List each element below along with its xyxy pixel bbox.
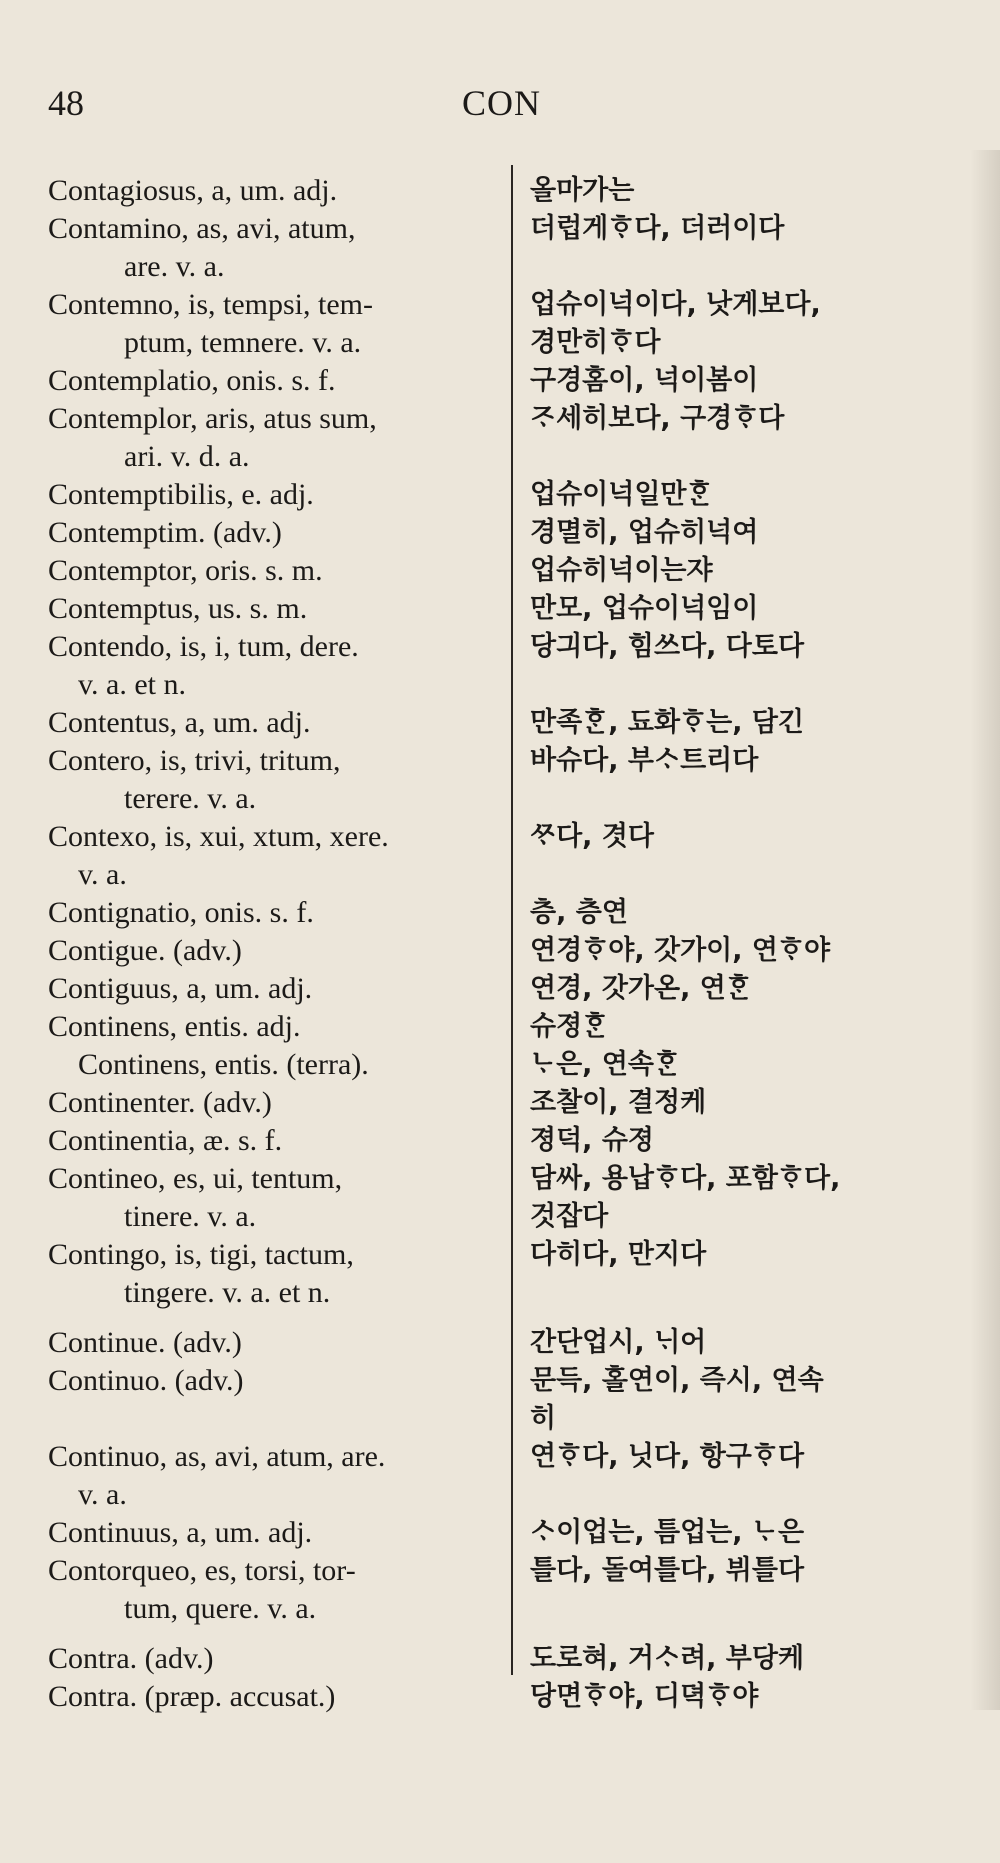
dictionary-entry: [0, 1236, 1000, 1312]
running-head: CON: [462, 83, 542, 123]
latin-headword: Continenter. (adv.): [48, 1086, 272, 1119]
dictionary-entry: [0, 1678, 1000, 1716]
dictionary-entry: [0, 970, 1000, 1008]
latin-headword: Contineo, es, ui, tentum, tinere. v. a.: [48, 1162, 343, 1233]
dictionary-entry: [0, 1362, 1000, 1438]
latin-headword: Contentus, a, um. adj.: [48, 706, 311, 739]
dictionary-entry: [0, 286, 1000, 362]
dictionary-entry: [0, 1122, 1000, 1160]
korean-gloss: 만족ᄒᆞᆫ, 됴화ᄒᆞ는, 담긴: [530, 707, 805, 738]
korean-gloss: 다히다, 만지다: [530, 1239, 707, 1270]
latin-headword: Continuo. (adv.): [48, 1364, 244, 1397]
latin-headword: Contemno, is, tempsi, tem- ptum, temnere. v. a.: [48, 288, 373, 359]
latin-headword: Contagiosus, a, um. adj.: [48, 174, 338, 207]
korean-gloss: 슈졍ᄒᆞᆫ: [530, 1011, 609, 1042]
korean-gloss: ᄶᆞ다, 겻다: [530, 821, 654, 852]
dictionary-entry: [0, 1324, 1000, 1362]
korean-gloss: 올마가는: [530, 175, 635, 206]
korean-gloss: 담싸, 용납ᄒᆞ다, 포함ᄒᆞ다, 것잡다: [530, 1163, 841, 1232]
dictionary-entry: [0, 742, 1000, 818]
korean-gloss: 더럽게ᄒᆞ다, 더러이다: [530, 213, 785, 244]
dictionary-entry: [0, 628, 1000, 704]
latin-headword: Continentia, æ. s. f.: [48, 1124, 283, 1157]
korean-gloss: 층, 층연: [530, 897, 628, 928]
korean-gloss: 업슈이넉이다, 낫게보다, 경만히ᄒᆞ다: [530, 289, 821, 358]
korean-gloss: 구경홈이, 넉이봄이: [530, 365, 759, 396]
dictionary-entry: [0, 1552, 1000, 1628]
dictionary-entry: [0, 1640, 1000, 1678]
dictionary-entry: [0, 362, 1000, 400]
latin-headword: Contingo, is, tigi, tactum, tingere. v. a. et n.: [48, 1238, 354, 1309]
korean-gloss: 당면ᄒᆞ야, 디뎍ᄒᆞ야: [530, 1681, 759, 1712]
latin-headword: Contamino, as, avi, atum, are. v. a.: [48, 212, 356, 283]
latin-headword: Contorqueo, es, torsi, tor- tum, quere. v. a.: [48, 1554, 356, 1625]
korean-gloss: 졍덕, 슈졍: [530, 1125, 654, 1156]
latin-headword: Contignatio, onis. s. f.: [48, 896, 314, 929]
dictionary-entry: [0, 1008, 1000, 1046]
dictionary-entry: [0, 894, 1000, 932]
dictionary-entry: [0, 1084, 1000, 1122]
korean-gloss: 경멸히, 업슈히넉여: [530, 517, 759, 548]
latin-headword: Contiguus, a, um. adj.: [48, 972, 313, 1005]
latin-headword: Contra. (adv.): [48, 1642, 214, 1675]
korean-gloss: 틀다, 돌여틀다, 뷔틀다: [530, 1555, 805, 1586]
latin-headword: Continens, entis. (terra).: [78, 1048, 369, 1081]
korean-gloss: ᄂᆞ은, 연속ᄒᆞᆫ: [530, 1049, 681, 1080]
korean-gloss: 문득, 홀연이, 즉시, 연속 히: [530, 1365, 824, 1434]
dictionary-entry: [0, 476, 1000, 514]
dictionary-entry: [0, 1438, 1000, 1514]
dictionary-entry: [0, 1046, 1000, 1084]
latin-headword: Continue. (adv.): [48, 1326, 242, 1359]
korean-gloss: ᄉᆞ이업는, 틈업는, ᄂᆞ은: [530, 1517, 805, 1548]
dictionary-entry: [0, 210, 1000, 286]
latin-headword: Continuo, as, avi, atum, are. v. a.: [48, 1440, 386, 1511]
korean-gloss: 바슈다, 부ᄉᆞ트리다: [530, 745, 759, 776]
dictionary-entries: [0, 172, 1000, 1716]
dictionary-entry: [0, 590, 1000, 628]
korean-gloss: 연경ᄒᆞ야, 갓가이, 연ᄒᆞ야: [530, 935, 831, 966]
latin-headword: Contendo, is, i, tum, dere. v. a. et n.: [48, 630, 359, 701]
latin-headword: Contemplor, aris, atus sum, ari. v. d. a.: [48, 402, 377, 473]
korean-gloss: 업슈이넉일만ᄒᆞᆫ: [530, 479, 713, 510]
latin-headword: Contra. (præp. accusat.): [48, 1680, 336, 1713]
korean-gloss: 만모, 업슈이넉임이: [530, 593, 759, 624]
latin-headword: Contero, is, trivi, tritum, terere. v. a.: [48, 744, 341, 815]
dictionary-entry: [0, 552, 1000, 590]
korean-gloss: 업슈히넉이는쟈: [530, 555, 713, 586]
dictionary-entry: [0, 514, 1000, 552]
korean-gloss: 당긔다, 힘쓰다, 다토다: [530, 631, 805, 662]
latin-headword: Contigue. (adv.): [48, 934, 242, 967]
latin-headword: Contexo, is, xui, xtum, xere. v. a.: [48, 820, 389, 891]
korean-gloss: 간단업시, ᄂᆡ어: [530, 1327, 707, 1358]
dictionary-entry: [0, 818, 1000, 894]
dictionary-entry: [0, 172, 1000, 210]
latin-headword: Contemplatio, onis. s. f.: [48, 364, 336, 397]
latin-headword: Contemptor, oris. s. m.: [48, 554, 323, 587]
dictionary-entry: [0, 932, 1000, 970]
page-number: 48: [48, 83, 84, 123]
dictionary-entry: [0, 400, 1000, 476]
latin-headword: Continens, entis. adj.: [48, 1010, 301, 1043]
dictionary-entry: [0, 704, 1000, 742]
korean-gloss: 연경, 갓가온, 연ᄒᆞᆫ: [530, 973, 752, 1004]
korean-gloss: 조찰이, 결정케: [530, 1087, 707, 1118]
latin-headword: Continuus, a, um. adj.: [48, 1516, 313, 1549]
latin-headword: Contemptus, us. s. m.: [48, 592, 308, 625]
korean-gloss: ᄌᆞ세히보다, 구경ᄒᆞ다: [530, 403, 785, 434]
korean-gloss: 도로혀, 거ᄉᆞ려, 부당케: [530, 1643, 805, 1674]
latin-headword: Contemptim. (adv.): [48, 516, 282, 549]
korean-gloss: 연ᄒᆞ다, 닛다, 항구ᄒᆞ다: [530, 1441, 805, 1472]
dictionary-entry: [0, 1514, 1000, 1552]
latin-headword: Contemptibilis, e. adj.: [48, 478, 314, 511]
dictionary-entry: [0, 1160, 1000, 1236]
